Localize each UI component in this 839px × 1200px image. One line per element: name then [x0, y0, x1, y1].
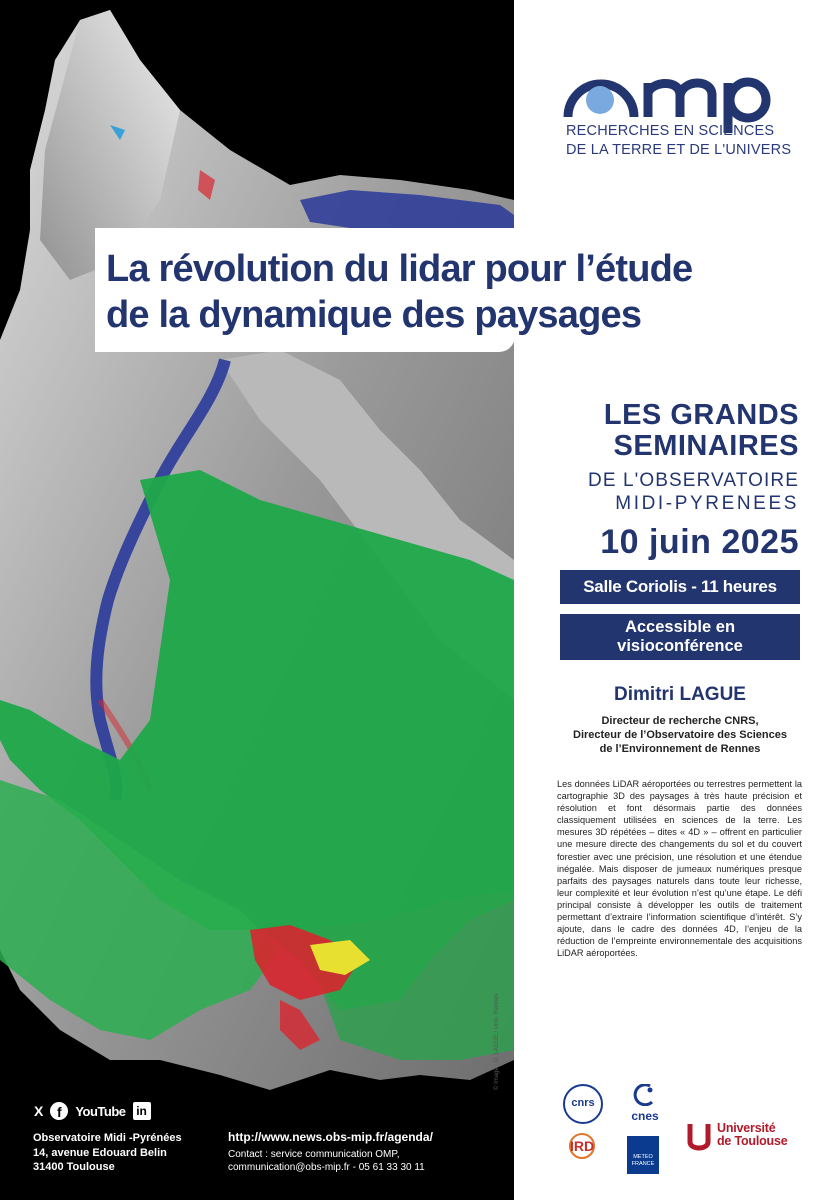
youtube-label: YouTube — [75, 1103, 126, 1119]
meteo-france-logo — [627, 1136, 659, 1174]
series-line3: DE L'OBSERVATOIRE — [588, 470, 799, 491]
contact-line1: Contact : service communication OMP, — [228, 1149, 400, 1160]
location-badge: Salle Coriolis - 11 heures — [560, 570, 800, 604]
title-line1: La révolution du lidar pour l’étude — [106, 248, 693, 290]
address — [33, 1131, 182, 1175]
contact-line2[interactable]: communication@obs-mip.fr - 05 61 33 30 11 — [228, 1162, 425, 1173]
page-title — [106, 246, 826, 338]
event-date: 10 juin 2025 — [600, 523, 799, 561]
seminar-series-title — [519, 400, 799, 462]
role-line2: Directeur de l’Observatoire des Sciences — [573, 729, 787, 741]
univ-line1: Université — [717, 1121, 776, 1135]
contact-info — [228, 1148, 425, 1174]
address-line2: 14, avenue Edouard Belin — [33, 1146, 167, 1159]
role-line1: Directeur de recherche CNRS, — [601, 715, 759, 727]
visio-badge — [560, 614, 800, 660]
univ-line2: de Toulouse — [717, 1134, 788, 1148]
ird-logo — [562, 1132, 607, 1172]
universite-toulouse-logo — [717, 1122, 788, 1148]
omp-subtitle — [566, 122, 816, 160]
title-line2: de la dynamique des paysages — [106, 294, 642, 336]
address-line1: Observatoire Midi -Pyrénées — [33, 1132, 182, 1144]
linkedin-icon[interactable] — [133, 1102, 151, 1120]
linkedin-label: in — [136, 1104, 147, 1118]
meteo-line1: METEO — [633, 1154, 653, 1160]
cnes-label: cnes — [631, 1109, 659, 1123]
agenda-link[interactable]: http://www.news.obs-mip.fr/agenda/ — [228, 1130, 433, 1144]
visio-line2: visioconférence — [617, 637, 743, 655]
facebook-icon[interactable]: f — [50, 1102, 68, 1120]
social-links — [34, 1100, 151, 1122]
youtube-icon[interactable] — [75, 1104, 125, 1119]
series-line4: MIDI-PYRENEES — [615, 493, 799, 514]
series-line2: SEMINAIRES — [613, 430, 799, 462]
address-line3: 31400 Toulouse — [33, 1161, 115, 1173]
omp-subtitle-line2: DE LA TERRE ET DE L'UNIVERS — [566, 142, 792, 158]
visio-line1: Accessible en — [624, 618, 736, 636]
cnes-swirl-icon — [630, 1084, 660, 1106]
meteo-line2: FRANCE — [631, 1161, 655, 1167]
x-icon[interactable]: X — [34, 1103, 44, 1119]
ird-label: IRD — [570, 1138, 595, 1154]
abstract-text: Les données LiDAR aéroportées ou terrestres permettent la cartographie 3D des paysages à très haute précision et résolution et font désormais partie des données classiquement utilisées en sciences de la terre. Les mesures 3D répétées – dites « 4D » – offrent en particulier une mesure directe des changements du sol et du couvert forestier avec une précision, une résolution et une étendue inégalée. Mais disposer de jumeaux numériques presque parfaits des paysages naturels dans toute leur richesse, leur complexité et leur évolution n’est qu’une étape. Le défi principal consiste à développer les outils de traitement permettant d’extraire l’information scientifique d’intérêt. S’y ajoute, dans le cadre des données 4D, l’enjeu de la réduction de l’empreinte environnementale des acquisitions LiDAR aéroportées. — [557, 779, 802, 959]
series-line1: LES GRANDS — [603, 399, 799, 431]
cnrs-logo: cnrs — [563, 1084, 603, 1124]
omp-subtitle-line1: RECHERCHES EN SCIENCES — [566, 123, 775, 139]
speaker-name: Dimitri LAGUE — [614, 684, 746, 705]
role-line3: de l’Environnement de Rennes — [599, 743, 761, 755]
image-credit: © Image : D. LAGUE / Univ. Rennes — [494, 993, 500, 1090]
speaker-role — [540, 714, 820, 756]
meteo-mark — [627, 1136, 659, 1154]
cnes-logo — [620, 1084, 670, 1132]
